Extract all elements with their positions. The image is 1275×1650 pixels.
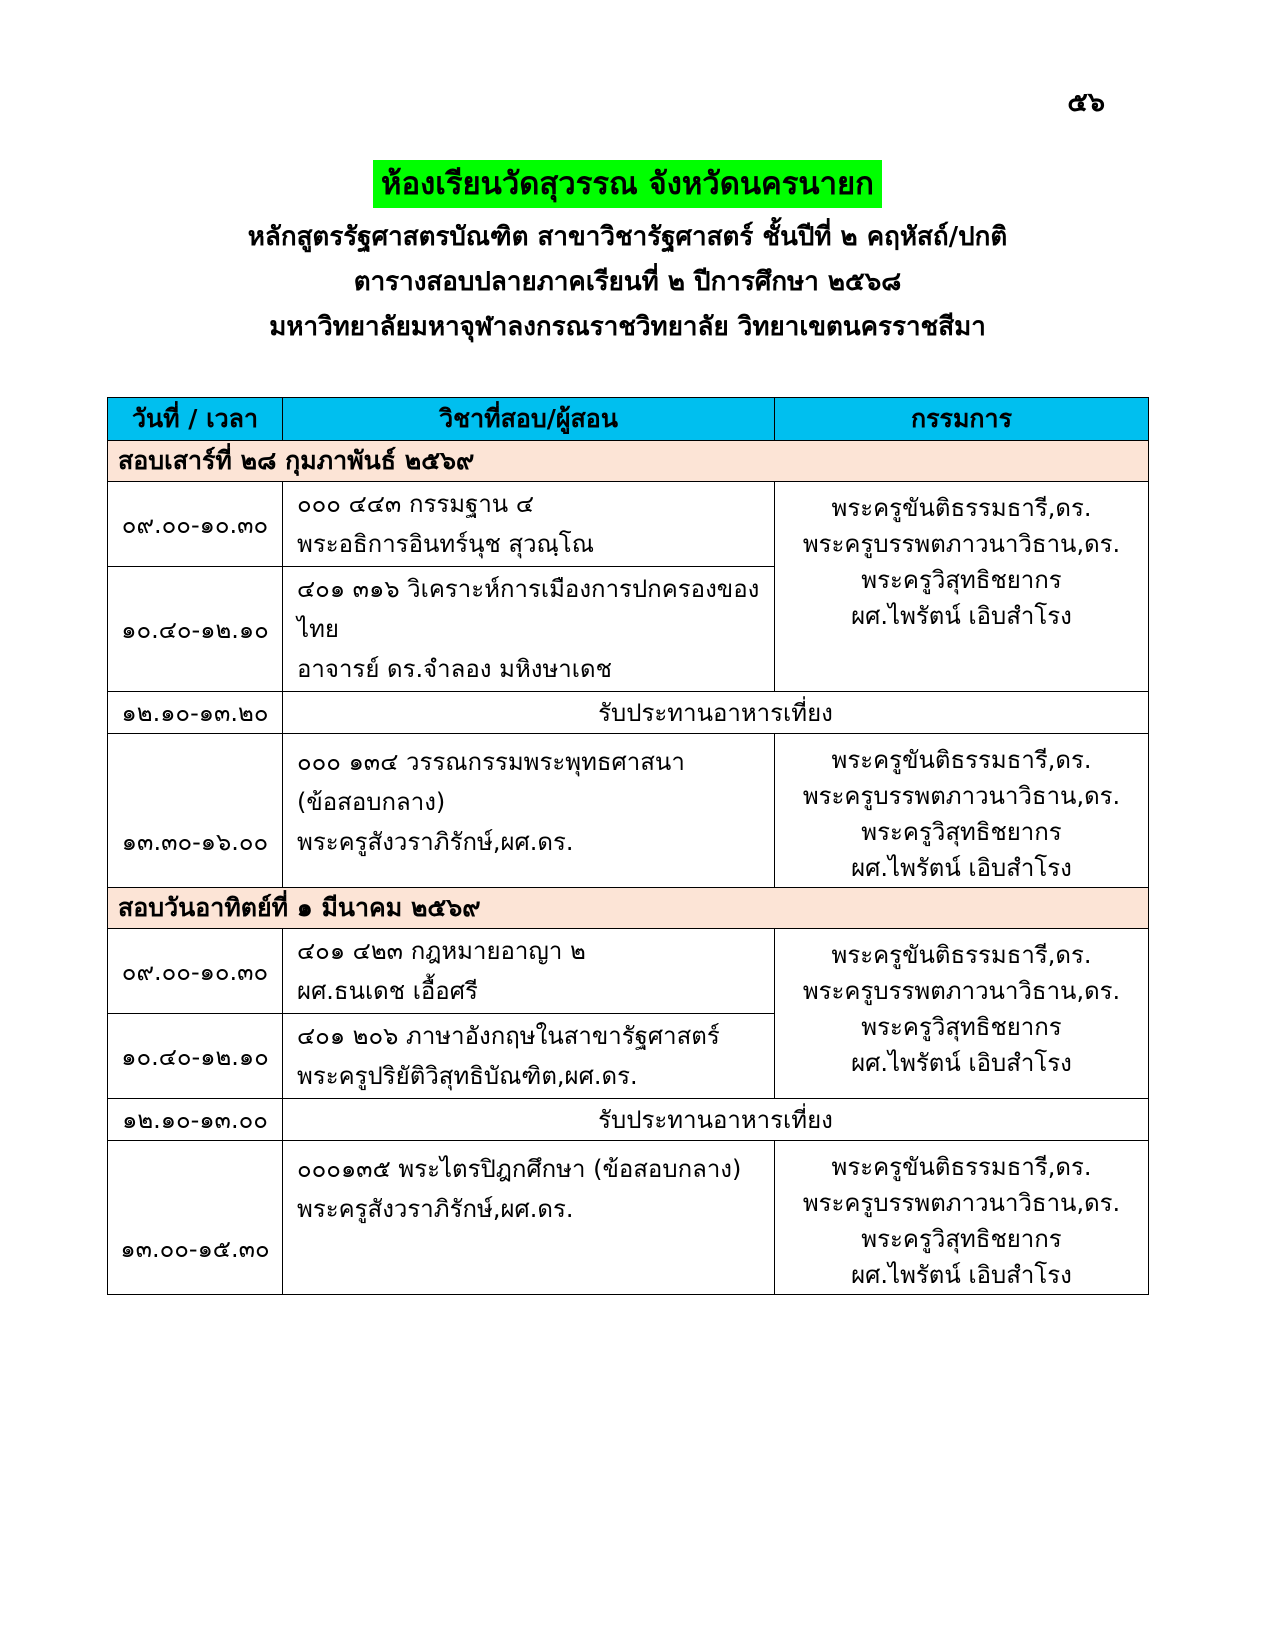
committee-cell bbox=[775, 1141, 1149, 1295]
committee-member: พระครูวิสุทธิชยากร bbox=[861, 1225, 1062, 1253]
lunch-label: รับประทานอาหารเที่ยง bbox=[283, 692, 1149, 734]
column-header-date-time: วันที่ / เวลา bbox=[108, 398, 283, 441]
subject-title: ๐๐๐๑๓๕ พระไตรปิฎกศึกษา (ข้อสอบกลาง) bbox=[297, 1155, 742, 1183]
subject-cell bbox=[283, 567, 775, 692]
committee-member: พระครูวิสุทธิชยากร bbox=[861, 1013, 1062, 1041]
committee-member: พระครูวิสุทธิชยากร bbox=[861, 566, 1062, 594]
time-cell: ๑๓.๐๐-๑๕.๓๐ bbox=[108, 1141, 283, 1295]
page-number: ๕๖ bbox=[1067, 87, 1105, 118]
table-row bbox=[108, 734, 1149, 888]
committee-member: ผศ.ไพรัตน์ เอิบสำโรง bbox=[851, 1049, 1072, 1077]
time-cell: ๑๐.๔๐-๑๒.๑๐ bbox=[108, 567, 283, 692]
committee-member: พระครูขันติธรรมธารี,ดร. bbox=[831, 746, 1092, 774]
section-date-label: สอบวันอาทิตย์ที่ ๑ มีนาคม ๒๕๖๙ bbox=[108, 888, 1149, 929]
subject-instructor: พระอธิการอินทร์นุช สุวณฺโณ bbox=[297, 530, 594, 558]
subject-title: ๐๐๐ ๑๓๔ วรรณกรรมพระพุทธศาสนา (ข้อสอบกลาง) bbox=[297, 748, 685, 816]
section-header-row bbox=[108, 888, 1149, 929]
subject-cell bbox=[283, 482, 775, 567]
committee-member: พระครูบรรพตภาวนาวิธาน,ดร. bbox=[802, 782, 1121, 810]
lunch-row bbox=[108, 1099, 1149, 1141]
section-date-label: สอบเสาร์ที่ ๒๘ กุมภาพันธ์ ๒๕๖๙ bbox=[108, 441, 1149, 482]
committee-cell bbox=[775, 734, 1149, 888]
subject-cell bbox=[283, 929, 775, 1014]
subject-cell bbox=[283, 1141, 775, 1295]
page-title: ห้องเรียนวัดสุวรรณ จังหวัดนครนายก bbox=[373, 160, 882, 208]
exam-schedule-table bbox=[107, 397, 1149, 1295]
lunch-row bbox=[108, 692, 1149, 734]
subject-instructor: พระครูปริยัติวิสุทธิบัณฑิต,ผศ.ดร. bbox=[297, 1062, 638, 1090]
subject-cell bbox=[283, 734, 775, 888]
subtitle-exam-term: ตารางสอบปลายภาคเรียนที่ ๒ ปีการศึกษา ๒๕๖๘ bbox=[353, 267, 902, 297]
subject-title: ๔๐๑ ๓๑๖ วิเคราะห์การเมืองการปกครองของไทย bbox=[297, 575, 760, 643]
table-row bbox=[108, 482, 1149, 567]
time-cell: ๐๙.๐๐-๑๐.๓๐ bbox=[108, 482, 283, 567]
time-cell: ๑๒.๑๐-๑๓.๐๐ bbox=[108, 1099, 283, 1141]
time-cell: ๐๙.๐๐-๑๐.๓๐ bbox=[108, 929, 283, 1014]
committee-cell bbox=[775, 482, 1149, 692]
subject-title: ๔๐๑ ๒๐๖ ภาษาอังกฤษในสาขารัฐศาสตร์ bbox=[297, 1022, 720, 1050]
table-header-row bbox=[108, 398, 1149, 441]
subject-cell bbox=[283, 1014, 775, 1099]
committee-member: ผศ.ไพรัตน์ เอิบสำโรง bbox=[851, 854, 1072, 882]
committee-member: พระครูบรรพตภาวนาวิธาน,ดร. bbox=[802, 977, 1121, 1005]
column-header-committee: กรรมการ bbox=[775, 398, 1149, 441]
committee-member: ผศ.ไพรัตน์ เอิบสำโรง bbox=[851, 1261, 1072, 1289]
subtitle-university: มหาวิทยาลัยมหาจุฬาลงกรณราชวิทยาลัย วิทยาเขตนครราชสีมา bbox=[269, 312, 986, 342]
section-header-row bbox=[108, 441, 1149, 482]
subject-instructor: อาจารย์ ดร.จำลอง มหิงษาเดช bbox=[297, 655, 612, 683]
subject-instructor: พระครูสังวราภิรักษ์,ผศ.ดร. bbox=[297, 1195, 574, 1223]
committee-member: พระครูบรรพตภาวนาวิธาน,ดร. bbox=[802, 530, 1121, 558]
subject-instructor: ผศ.ธนเดช เอื้อศรี bbox=[297, 977, 478, 1005]
column-header-subject: วิชาที่สอบ/ผู้สอน bbox=[283, 398, 775, 441]
committee-member: พระครูวิสุทธิชยากร bbox=[861, 818, 1062, 846]
committee-member: พระครูบรรพตภาวนาวิธาน,ดร. bbox=[802, 1189, 1121, 1217]
committee-member: ผศ.ไพรัตน์ เอิบสำโรง bbox=[851, 602, 1072, 630]
time-cell: ๑๓.๓๐-๑๖.๐๐ bbox=[108, 734, 283, 888]
lunch-label: รับประทานอาหารเที่ยง bbox=[283, 1099, 1149, 1141]
document-content bbox=[107, 160, 1148, 1295]
subject-title: ๔๐๑ ๔๒๓ กฎหมายอาญา ๒ bbox=[297, 937, 586, 965]
title-line bbox=[107, 160, 1148, 208]
subject-instructor: พระครูสังวราภิรักษ์,ผศ.ดร. bbox=[297, 828, 574, 856]
table-row bbox=[108, 1141, 1149, 1295]
time-cell: ๑๐.๔๐-๑๒.๑๐ bbox=[108, 1014, 283, 1099]
committee-member: พระครูขันติธรรมธารี,ดร. bbox=[831, 494, 1092, 522]
table-row bbox=[108, 929, 1149, 1014]
time-cell: ๑๒.๑๐-๑๓.๒๐ bbox=[108, 692, 283, 734]
subtitle-program: หลักสูตรรัฐศาสตรบัณฑิต สาขาวิชารัฐศาสตร์ ชั้นปีที่ ๒ คฤหัสถ์/ปกติ bbox=[247, 222, 1008, 252]
committee-member: พระครูขันติธรรมธารี,ดร. bbox=[831, 941, 1092, 969]
committee-member: พระครูขันติธรรมธารี,ดร. bbox=[831, 1153, 1092, 1181]
committee-cell bbox=[775, 929, 1149, 1099]
subject-title: ๐๐๐ ๔๔๓ กรรมฐาน ๔ bbox=[297, 490, 534, 518]
